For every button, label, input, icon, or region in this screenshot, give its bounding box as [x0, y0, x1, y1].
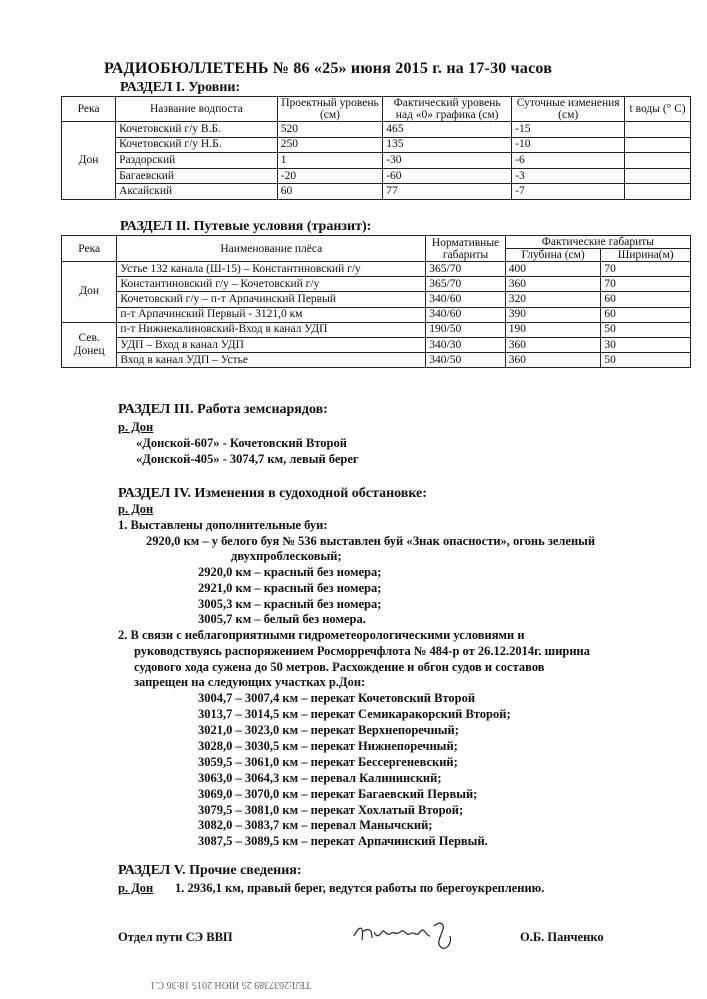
table-row [62, 122, 691, 138]
table-row [62, 137, 691, 153]
actual-level: 465 [383, 122, 512, 138]
transit-table [61, 235, 691, 368]
norm-dims: 365/70 [426, 262, 506, 277]
post-name: Кочетовский г/у Н.Б. [116, 137, 278, 153]
table-header-row [62, 97, 691, 122]
design-level: 1 [277, 153, 382, 169]
norm-dims: 190/50 [426, 322, 506, 337]
actual-level: -60 [383, 168, 512, 184]
design-level: -20 [277, 168, 382, 184]
norm-dims: 365/70 [426, 277, 506, 292]
table-row [62, 337, 691, 352]
item2-line: 2. В связи с неблагоприятными гидрометеорологическими условиями и [118, 628, 525, 642]
col-design-level: Проектный уровень (см) [277, 97, 382, 122]
depth: 360 [505, 337, 601, 352]
table-row [62, 277, 691, 292]
buoy-line: 3005,3 км – красный без номера; [198, 597, 382, 611]
item2-line: судового хода сужена до 50 метров. Расхождение и обгон судов и составов [134, 660, 545, 674]
section3-river: р. Дон [118, 420, 154, 434]
col-actual: Фактические габариты [505, 236, 690, 249]
reach-name: Кочетовский г/у – п-т Арпачинский Первый [117, 292, 426, 307]
table-row [62, 292, 691, 307]
depth: 400 [505, 262, 601, 277]
river-cell: Дон [62, 262, 117, 323]
water-temp [625, 122, 691, 138]
bulletin-title: РАДИОБЮЛЛЕТЕНЬ № 86 «25» июня 2015 г. на 17-30 часов [104, 60, 553, 77]
depth: 190 [505, 322, 601, 337]
table-row [62, 153, 691, 169]
item2-line: запрещен на следующих участках р.Дон: [134, 675, 366, 689]
section4-river: р. Дон [118, 502, 154, 516]
width: 70 [601, 262, 691, 277]
reach-name: п-т Нижнекалиновский-Вход в канал УДП [117, 322, 426, 337]
segment-line: 3063,0 – 3064,3 км – перевал Калининский; [198, 771, 442, 785]
section3-heading: РАЗДЕЛ III. Работа земснарядов: [118, 402, 328, 417]
department-label: Отдел пути СЭ ВВП [118, 930, 233, 944]
segment-line: 3028,0 – 3030,5 км – перекат Нижнепоречный; [198, 739, 458, 753]
width: 70 [601, 277, 691, 292]
col-reach: Наименование плёса [117, 236, 426, 262]
table-row [62, 322, 691, 337]
col-river: Река [62, 236, 117, 262]
buoy-line: 2921,0 км – красный без номера; [198, 581, 382, 595]
depth: 390 [505, 307, 601, 322]
post-name: Аксайский [116, 184, 278, 200]
section4-heading: РАЗДЕЛ IV. Изменения в судоходной обстановке: [118, 486, 427, 501]
table-row [62, 168, 691, 184]
col-daily-change: Суточные изменения (см) [512, 97, 625, 122]
norm-dims: 340/50 [426, 353, 506, 368]
daily-change: -15 [512, 122, 625, 138]
levels-table [61, 96, 691, 200]
handwritten-signature [350, 914, 470, 954]
section5-text: 1. 2936,1 км, правый берег, ведутся работы по берегоукреплению. [175, 881, 545, 895]
table-row [62, 184, 691, 200]
segment-line: 3082,0 – 3083,7 км – перевал Манычский; [198, 818, 433, 832]
water-temp [625, 137, 691, 153]
buoy-line: 2920,0 км – у белого буя № 536 выставлен буй «Знак опасности», огонь зеленый [146, 534, 596, 548]
river-cell: Дон [62, 122, 116, 200]
buoy-line: 3005,7 км – белый без номера. [198, 612, 366, 626]
col-width: Ширина(м) [601, 249, 691, 262]
actual-level: -30 [383, 153, 512, 169]
table-row [62, 262, 691, 277]
norm-dims: 340/60 [426, 292, 506, 307]
buoy-line: двухпроблесковый; [231, 549, 342, 563]
segment-line: 3013,7 – 3014,5 км – перекат Семикаракорский Второй; [198, 707, 511, 721]
post-name: Раздорский [116, 153, 278, 169]
width: 50 [601, 322, 691, 337]
post-name: Кочетовский г/у В.Б. [116, 122, 278, 138]
section2-heading: РАЗДЕЛ II. Путевые условия (транзит): [120, 219, 372, 234]
signer-name: О.Б. Панченко [520, 930, 604, 944]
buoy-line: 2920,0 км – красный без номера; [198, 565, 382, 579]
segment-line: 3004,7 – 3007,4 км – перекат Кочетовский Второй [198, 691, 476, 705]
design-level: 60 [277, 184, 382, 200]
water-temp [625, 153, 691, 169]
col-river: Река [62, 97, 116, 122]
actual-level: 77 [383, 184, 512, 200]
reach-name: Вход в канал УДП – Устье [117, 353, 426, 368]
width: 30 [601, 337, 691, 352]
design-level: 250 [277, 137, 382, 153]
dredger-line: «Донской-607» - Кочетовский Второй [136, 436, 347, 450]
reach-name: УДП – Вход в канал УДП [117, 337, 426, 352]
fax-footer: ТЕЛ:2637389 25 ИЮН 2015 18:36 С.1 [150, 979, 311, 990]
water-temp [625, 184, 691, 200]
col-water-temp: t воды (° С) [625, 97, 691, 122]
col-post-name: Название водпоста [116, 97, 278, 122]
segment-line: 3087,5 – 3089,5 км – перекат Арпачинский Первый. [198, 834, 488, 848]
daily-change: -10 [512, 137, 625, 153]
section5-heading: РАЗДЕЛ V. Прочие сведения: [118, 863, 302, 878]
daily-change: -6 [512, 153, 625, 169]
segment-line: 3079,5 – 3081,0 км – перекат Хохлатый Второй; [198, 803, 464, 817]
norm-dims: 340/30 [426, 337, 506, 352]
depth: 360 [505, 353, 601, 368]
table-header-row [62, 236, 691, 249]
item2-line: руководствуясь распоряжением Росморречфлота № 484-р от 26.12.2014г. ширина [134, 644, 591, 658]
segment-line: 3021,0 – 3023,0 км – перекат Верхнепоречный; [198, 723, 459, 737]
table-row [62, 353, 691, 368]
table-row [62, 307, 691, 322]
reach-name: Устье 132 канала (Ш-15) – Константиновский г/у [117, 262, 426, 277]
item1-title: 1. Выставлены дополнительные буи: [118, 518, 328, 532]
norm-dims: 340/60 [426, 307, 506, 322]
col-depth: Глубина (см) [505, 249, 601, 262]
design-level: 520 [277, 122, 382, 138]
segment-line: 3059,5 – 3061,0 км – перекат Бессергеневский; [198, 755, 458, 769]
daily-change: -7 [512, 184, 625, 200]
depth: 360 [505, 277, 601, 292]
water-temp [625, 168, 691, 184]
depth: 320 [505, 292, 601, 307]
post-name: Багаевский [116, 168, 278, 184]
width: 60 [601, 292, 691, 307]
section5-river: р. Дон [118, 881, 154, 895]
daily-change: -3 [512, 168, 625, 184]
width: 60 [601, 307, 691, 322]
section1-heading: РАЗДЕЛ I. Уровни: [120, 80, 241, 95]
river-cell: Сев. Донец [62, 322, 117, 368]
width: 50 [601, 353, 691, 368]
reach-name: п-т Арпачинский Первый - 3121,0 км [117, 307, 426, 322]
actual-level: 135 [383, 137, 512, 153]
col-norm: Нормативные габариты [426, 236, 506, 262]
reach-name: Константиновский г/у – Кочетовский г/у [117, 277, 426, 292]
col-actual-level: Фактический уровень над «0» графика (см) [383, 97, 512, 122]
segment-line: 3069,0 – 3070,0 км – перекат Багаевский Первый; [198, 787, 478, 801]
dredger-line: «Донской-405» - 3074,7 км, левый берег [136, 452, 359, 466]
